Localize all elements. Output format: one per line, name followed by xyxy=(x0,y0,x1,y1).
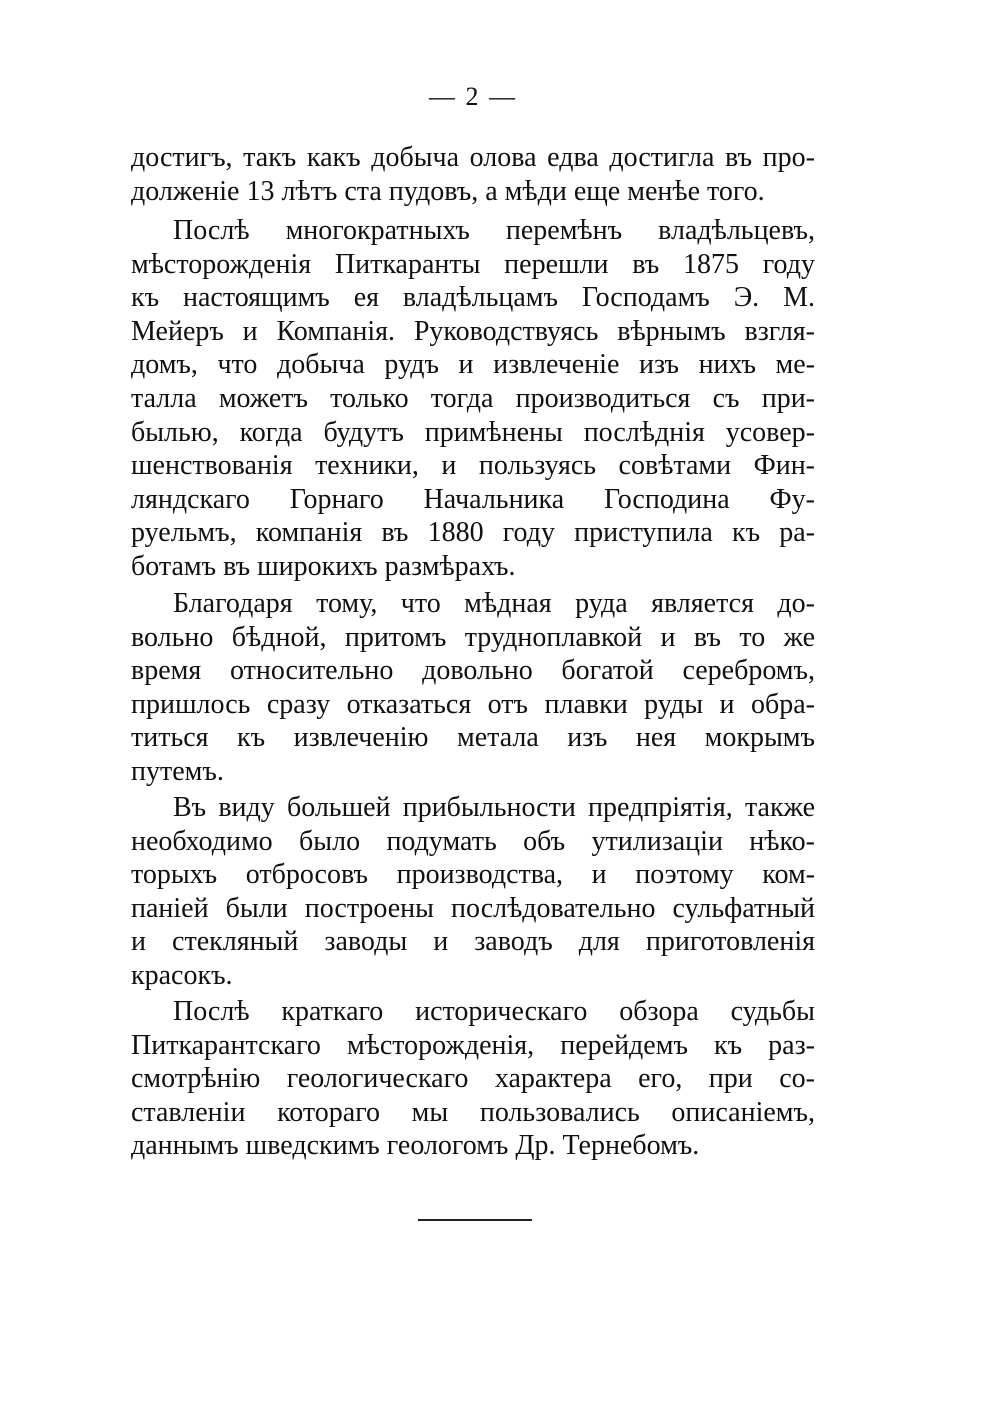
text-line: вольно бѣдной, притомъ трудноплавкой и въ то же xyxy=(131,621,815,653)
paragraph-geology-intro xyxy=(131,995,815,1163)
paragraph-waste-utilization xyxy=(131,791,815,993)
paragraph-ore-processing xyxy=(131,587,815,789)
text-line: руельмъ, компанія въ 1880 году приступила къ ра- xyxy=(131,517,815,549)
text-line: Питкарантскаго мѣсторожденія, перейдемъ къ раз- xyxy=(131,1029,815,1061)
text-line: Въ виду большей прибыльности предпріятія, также xyxy=(173,792,815,823)
text-line: долженіе 13 лѣтъ ста пудовъ, а мѣди еще менѣе того. xyxy=(131,175,765,207)
text-line: даннымъ шведскимъ геологомъ Др. Тернебомъ. xyxy=(131,1130,700,1162)
text-line: ботамъ въ широкихъ размѣрахъ. xyxy=(131,550,516,582)
text-line: торыхъ отбросовъ производства, и поэтому ком- xyxy=(131,859,815,891)
text-line: ляндскаго Горнаго Начальника Господина Фу- xyxy=(131,483,815,515)
text-line: талла можетъ только тогда производиться съ при- xyxy=(131,382,815,414)
text-line: путемъ. xyxy=(131,755,224,787)
text-line: Мейеръ и Компанія. Руководствуясь вѣрнымъ взгля- xyxy=(131,315,815,347)
text-line: красокъ. xyxy=(131,959,233,991)
text-line: домъ, что добыча рудъ и извлеченіе изъ нихъ ме- xyxy=(131,349,815,381)
text-line: Послѣ многократныхъ перемѣнъ владѣльцевъ, xyxy=(173,215,815,246)
text-line: достигъ, такъ какъ добыча олова едва достигла въ про- xyxy=(131,142,815,173)
text-line: паніей были построены послѣдовательно сульфатный xyxy=(131,892,815,924)
text-line: мѣсторожденія Питкаранты перешли въ 1875 году xyxy=(131,248,815,280)
text-line: Послѣ краткаго историческаго обзора судьбы xyxy=(173,996,815,1027)
text-line: время относительно довольно богатой серебромъ, xyxy=(131,655,815,687)
text-line: титься къ извлеченію метала изъ нея мокрымъ xyxy=(131,722,815,754)
text-line: къ настоящимъ ея владѣльцамъ Господамъ Э. М. xyxy=(131,282,815,314)
text-line: Благодаря тому, что мѣдная руда является до- xyxy=(173,588,815,619)
text-line: смотрѣнію геологическаго характера его, при со- xyxy=(131,1063,815,1095)
text-line: необходимо было подумать объ утилизаціи нѣко- xyxy=(131,825,815,857)
text-line: ставленіи котораго мы пользовались описаніемъ, xyxy=(131,1096,815,1128)
text-line: шенствованія техники, и пользуясь совѣтами Фин- xyxy=(131,450,815,482)
paragraph-ownership-history xyxy=(131,214,815,584)
page-number: — 2 — xyxy=(429,82,517,111)
text-line: и стекляный заводы и заводъ для приготовленія xyxy=(131,926,815,958)
section-end-rule xyxy=(418,1219,532,1221)
text-line: пришлось сразу отказаться отъ плавки руды и обра- xyxy=(131,688,815,720)
text-line: былью, когда будутъ примѣнены послѣднія усовер- xyxy=(131,416,815,448)
paragraph-continuation xyxy=(131,141,815,208)
